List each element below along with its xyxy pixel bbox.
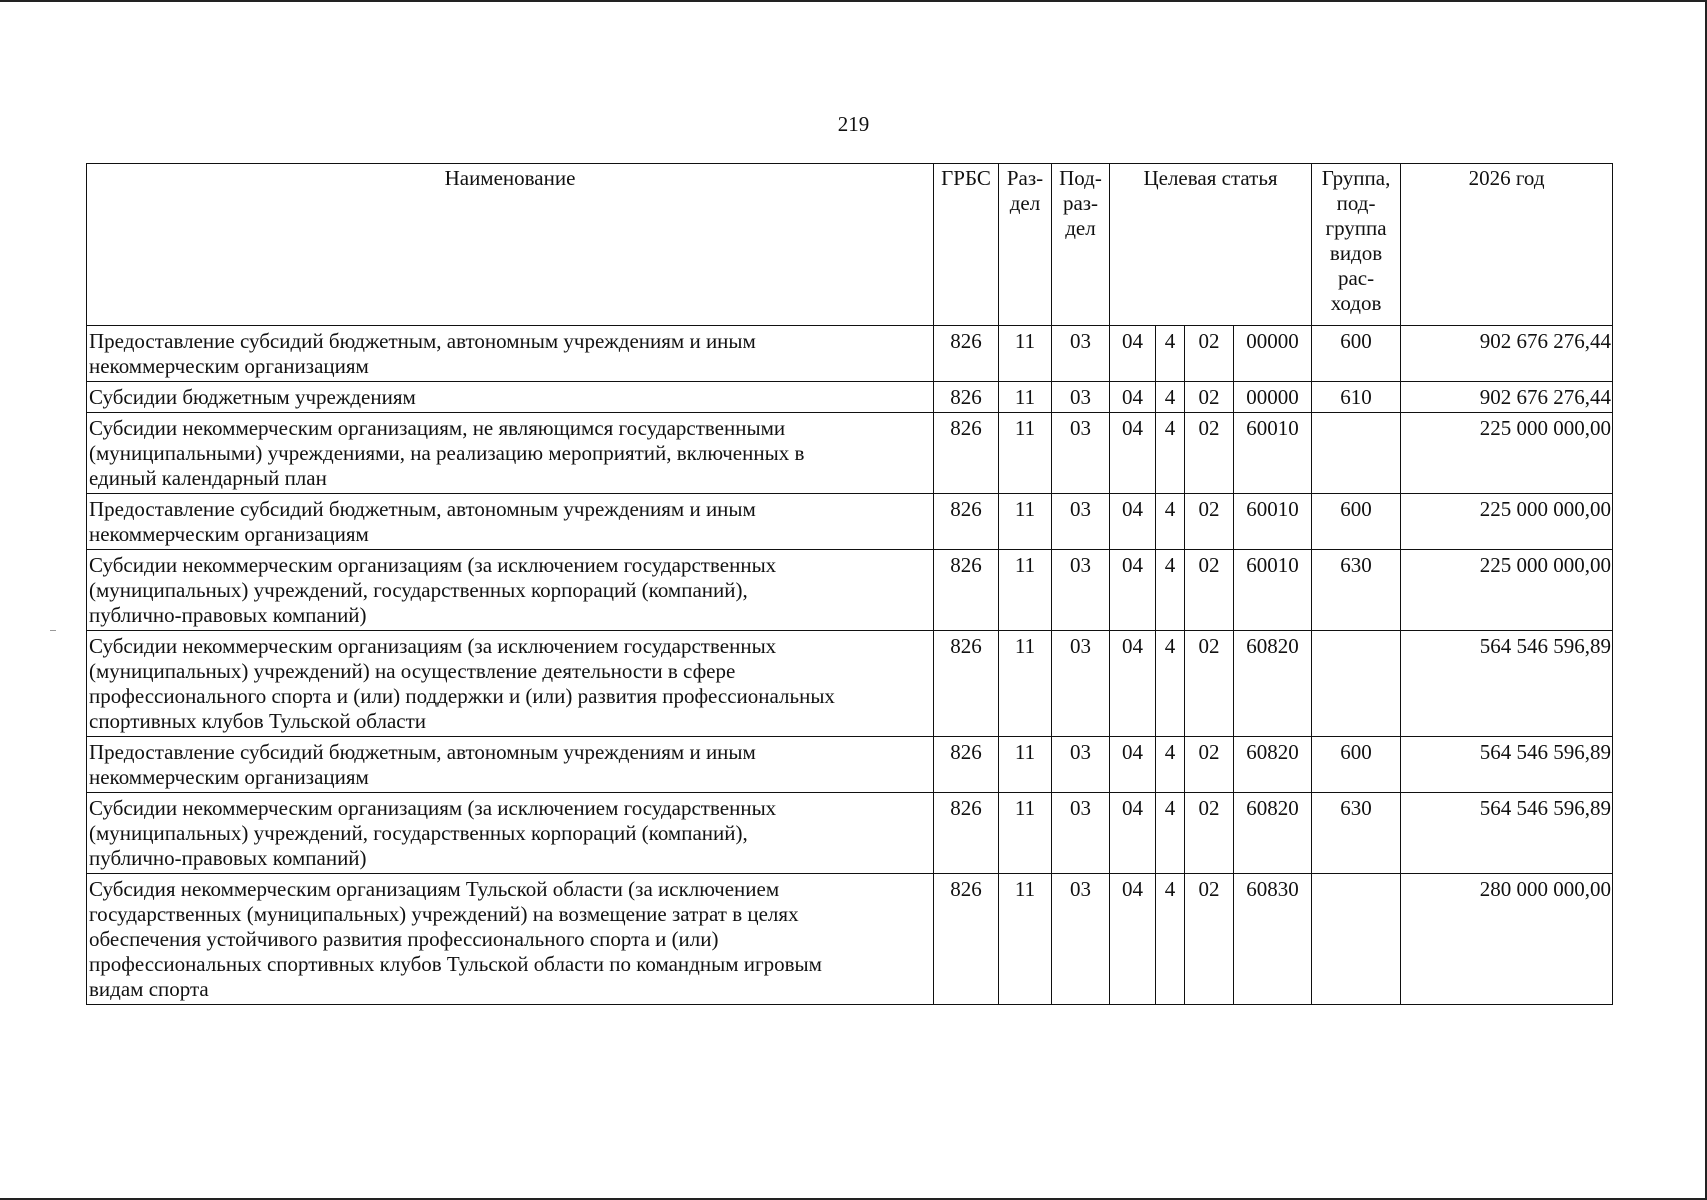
amount-cell: 280 000 000,00 — [1401, 874, 1613, 1005]
table-row — [87, 874, 1613, 1005]
name-line: Субсидия некоммерческим организациям Тульской области (за исключением — [89, 877, 780, 901]
expense-group-cell — [1312, 413, 1401, 494]
target-part2-cell: 4 — [1156, 874, 1185, 1005]
name-line: единый календарный план — [89, 466, 327, 490]
razdel-cell: 11 — [999, 494, 1052, 550]
name-line: (муниципальных) учреждений, государственных корпораций (компаний), — [89, 821, 748, 845]
header-name: Наименование — [87, 164, 934, 326]
name-line: профессионального спорта и (или) поддержки и (или) развития профессиональных — [89, 684, 835, 708]
header-year: 2026 год — [1401, 164, 1613, 326]
budget-table — [86, 163, 1613, 1005]
podrazdel-cell: 03 — [1052, 326, 1110, 382]
target-part1-cell: 04 — [1110, 413, 1156, 494]
target-part2-cell: 4 — [1156, 413, 1185, 494]
podrazdel-cell: 03 — [1052, 382, 1110, 413]
name-line: государственных (муниципальных) учреждений) на возмещение затрат в целях — [89, 902, 799, 926]
target-part3-cell: 02 — [1185, 793, 1234, 874]
name-line: Предоставление субсидий бюджетным, автономным учреждениям и иным — [89, 740, 756, 764]
target-part2-cell: 4 — [1156, 494, 1185, 550]
target-part1-cell: 04 — [1110, 382, 1156, 413]
name-line: видам спорта — [89, 977, 209, 1001]
name-line: Субсидии некоммерческим организациям (за исключением государственных — [89, 796, 777, 820]
name-line: Субсидии некоммерческим организациям (за исключением государственных — [89, 553, 777, 577]
amount-cell: 902 676 276,44 — [1401, 382, 1613, 413]
target-part4-cell: 60010 — [1234, 494, 1312, 550]
grbs-cell: 826 — [934, 413, 999, 494]
name-cell — [87, 793, 934, 874]
grbs-cell: 826 — [934, 631, 999, 737]
amount-cell: 225 000 000,00 — [1401, 413, 1613, 494]
target-part1-cell: 04 — [1110, 874, 1156, 1005]
expense-group-cell: 630 — [1312, 550, 1401, 631]
target-part4-cell: 60830 — [1234, 874, 1312, 1005]
name-line: Субсидии бюджетным учреждениям — [89, 385, 416, 409]
target-part1-cell: 04 — [1110, 793, 1156, 874]
name-line: некоммерческим организациям — [89, 354, 369, 378]
name-cell — [87, 874, 934, 1005]
razdel-cell: 11 — [999, 793, 1052, 874]
expense-group-cell: 600 — [1312, 494, 1401, 550]
name-cell — [87, 382, 934, 413]
name-line: (муниципальных) учреждений, государственных корпораций (компаний), — [89, 578, 748, 602]
grbs-cell: 826 — [934, 874, 999, 1005]
target-part4-cell: 60010 — [1234, 413, 1312, 494]
name-line: публично-правовых компаний) — [89, 603, 367, 627]
razdel-cell: 11 — [999, 326, 1052, 382]
expense-group-cell: 600 — [1312, 737, 1401, 793]
amount-cell: 902 676 276,44 — [1401, 326, 1613, 382]
name-line: некоммерческим организациям — [89, 765, 369, 789]
name-line: публично-правовых компаний) — [89, 846, 367, 870]
podrazdel-cell: 03 — [1052, 793, 1110, 874]
target-part3-cell: 02 — [1185, 413, 1234, 494]
header-expense-group: Группа, под- группа видов рас- ходов — [1312, 164, 1401, 326]
target-part2-cell: 4 — [1156, 382, 1185, 413]
table-row — [87, 326, 1613, 382]
name-line: обеспечения устойчивого развития профессионального спорта и (или) — [89, 927, 719, 951]
amount-cell: 225 000 000,00 — [1401, 550, 1613, 631]
table-row — [87, 793, 1613, 874]
table-row — [87, 382, 1613, 413]
grbs-cell: 826 — [934, 494, 999, 550]
target-part2-cell: 4 — [1156, 550, 1185, 631]
podrazdel-cell: 03 — [1052, 737, 1110, 793]
grbs-cell: 826 — [934, 793, 999, 874]
target-part1-cell: 04 — [1110, 494, 1156, 550]
target-part3-cell: 02 — [1185, 550, 1234, 631]
podrazdel-cell: 03 — [1052, 550, 1110, 631]
name-line: спортивных клубов Тульской области — [89, 709, 427, 733]
name-line: некоммерческим организациям — [89, 522, 369, 546]
target-part2-cell: 4 — [1156, 631, 1185, 737]
target-part4-cell: 60820 — [1234, 737, 1312, 793]
table-row — [87, 550, 1613, 631]
target-part4-cell: 60820 — [1234, 631, 1312, 737]
target-part1-cell: 04 — [1110, 326, 1156, 382]
name-line: профессиональных спортивных клубов Тульской области по командным игровым — [89, 952, 822, 976]
grbs-cell: 826 — [934, 737, 999, 793]
amount-cell: 225 000 000,00 — [1401, 494, 1613, 550]
podrazdel-cell: 03 — [1052, 494, 1110, 550]
amount-cell: 564 546 596,89 — [1401, 737, 1613, 793]
name-cell — [87, 326, 934, 382]
name-cell — [87, 413, 934, 494]
target-part3-cell: 02 — [1185, 382, 1234, 413]
razdel-cell: 11 — [999, 550, 1052, 631]
name-line: Предоставление субсидий бюджетным, автономным учреждениям и иным — [89, 497, 756, 521]
target-part3-cell: 02 — [1185, 631, 1234, 737]
expense-group-cell: 610 — [1312, 382, 1401, 413]
table-row — [87, 737, 1613, 793]
razdel-cell: 11 — [999, 874, 1052, 1005]
target-part2-cell: 4 — [1156, 326, 1185, 382]
table-body — [87, 326, 1613, 1005]
target-part3-cell: 02 — [1185, 494, 1234, 550]
name-line: Субсидии некоммерческим организациям, не являющимся государственными — [89, 416, 786, 440]
header-razdel: Раз- дел — [999, 164, 1052, 326]
amount-cell: 564 546 596,89 — [1401, 631, 1613, 737]
expense-group-cell — [1312, 874, 1401, 1005]
header-target-article: Целевая статья — [1110, 164, 1312, 326]
podrazdel-cell: 03 — [1052, 874, 1110, 1005]
target-part1-cell: 04 — [1110, 737, 1156, 793]
header-grbs: ГРБС — [934, 164, 999, 326]
razdel-cell: 11 — [999, 737, 1052, 793]
grbs-cell: 826 — [934, 382, 999, 413]
target-part3-cell: 02 — [1185, 737, 1234, 793]
target-part1-cell: 04 — [1110, 550, 1156, 631]
grbs-cell: 826 — [934, 326, 999, 382]
table-header-row — [87, 164, 1613, 326]
razdel-cell: 11 — [999, 382, 1052, 413]
razdel-cell: 11 — [999, 413, 1052, 494]
name-cell — [87, 631, 934, 737]
name-line: Субсидии некоммерческим организациям (за исключением государственных — [89, 634, 777, 658]
table-row — [87, 494, 1613, 550]
scan-mark — [50, 630, 56, 631]
name-line: (муниципальных) учреждений) на осуществление деятельности в сфере — [89, 659, 736, 683]
expense-group-cell — [1312, 631, 1401, 737]
expense-group-cell: 630 — [1312, 793, 1401, 874]
target-part3-cell: 02 — [1185, 874, 1234, 1005]
name-cell — [87, 494, 934, 550]
header-podrazdel: Под- раз- дел — [1052, 164, 1110, 326]
name-line: (муниципальными) учреждениями, на реализацию мероприятий, включенных в — [89, 441, 805, 465]
name-cell — [87, 737, 934, 793]
table-row — [87, 413, 1613, 494]
target-part2-cell: 4 — [1156, 793, 1185, 874]
target-part3-cell: 02 — [1185, 326, 1234, 382]
target-part4-cell: 00000 — [1234, 326, 1312, 382]
target-part2-cell: 4 — [1156, 737, 1185, 793]
target-part4-cell: 60010 — [1234, 550, 1312, 631]
expense-group-cell: 600 — [1312, 326, 1401, 382]
table-row — [87, 631, 1613, 737]
scan-frame-top — [0, 0, 1707, 2]
page-number: 219 — [837, 112, 870, 136]
target-part4-cell: 00000 — [1234, 382, 1312, 413]
name-line: Предоставление субсидий бюджетным, автономным учреждениям и иным — [89, 329, 756, 353]
amount-cell: 564 546 596,89 — [1401, 793, 1613, 874]
podrazdel-cell: 03 — [1052, 631, 1110, 737]
razdel-cell: 11 — [999, 631, 1052, 737]
target-part4-cell: 60820 — [1234, 793, 1312, 874]
podrazdel-cell: 03 — [1052, 413, 1110, 494]
grbs-cell: 826 — [934, 550, 999, 631]
target-part1-cell: 04 — [1110, 631, 1156, 737]
name-cell — [87, 550, 934, 631]
